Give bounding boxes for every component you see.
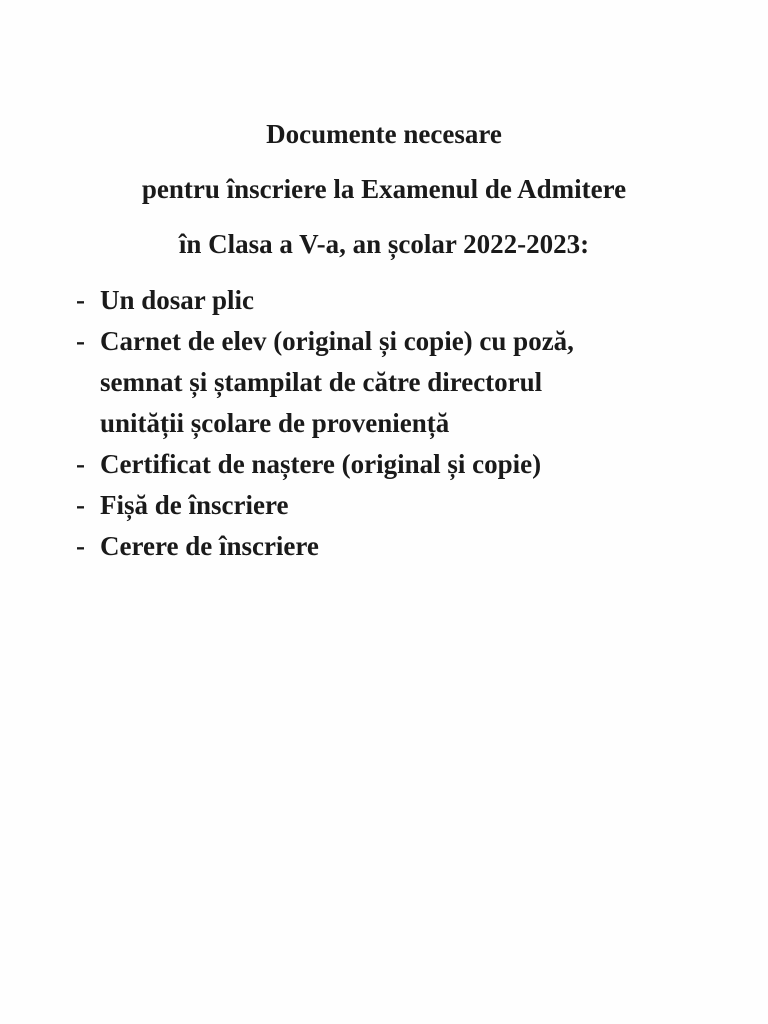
document-title-line-2: pentru înscriere la Examenul de Admitere xyxy=(141,174,627,204)
list-item xyxy=(76,485,736,526)
list-item xyxy=(76,280,736,321)
required-documents-list xyxy=(76,280,736,567)
list-bullet: - xyxy=(76,449,85,479)
list-item-text-continuation: unității școlare de proveniență xyxy=(100,408,450,438)
list-item-text: Carnet de elev (original și copie) cu poză, xyxy=(100,326,574,356)
list-bullet: - xyxy=(76,490,85,520)
list-item xyxy=(76,321,736,444)
list-item xyxy=(76,444,736,485)
list-item-text: Certificat de naștere (original și copie) xyxy=(100,449,542,479)
list-bullet: - xyxy=(76,531,85,561)
list-item-text: Un dosar plic xyxy=(100,285,255,315)
list-bullet: - xyxy=(76,285,85,315)
list-item xyxy=(76,526,736,567)
list-item-text: Fișă de înscriere xyxy=(100,490,289,520)
document-title-line-1: Documente necesare xyxy=(266,119,502,149)
list-item-text-continuation: semnat și ștampilat de către directorul xyxy=(100,367,543,397)
document-title-line-3: în Clasa a V-a, an școlar 2022-2023: xyxy=(178,229,590,259)
list-bullet: - xyxy=(76,326,85,356)
list-item-text: Cerere de înscriere xyxy=(100,531,319,561)
